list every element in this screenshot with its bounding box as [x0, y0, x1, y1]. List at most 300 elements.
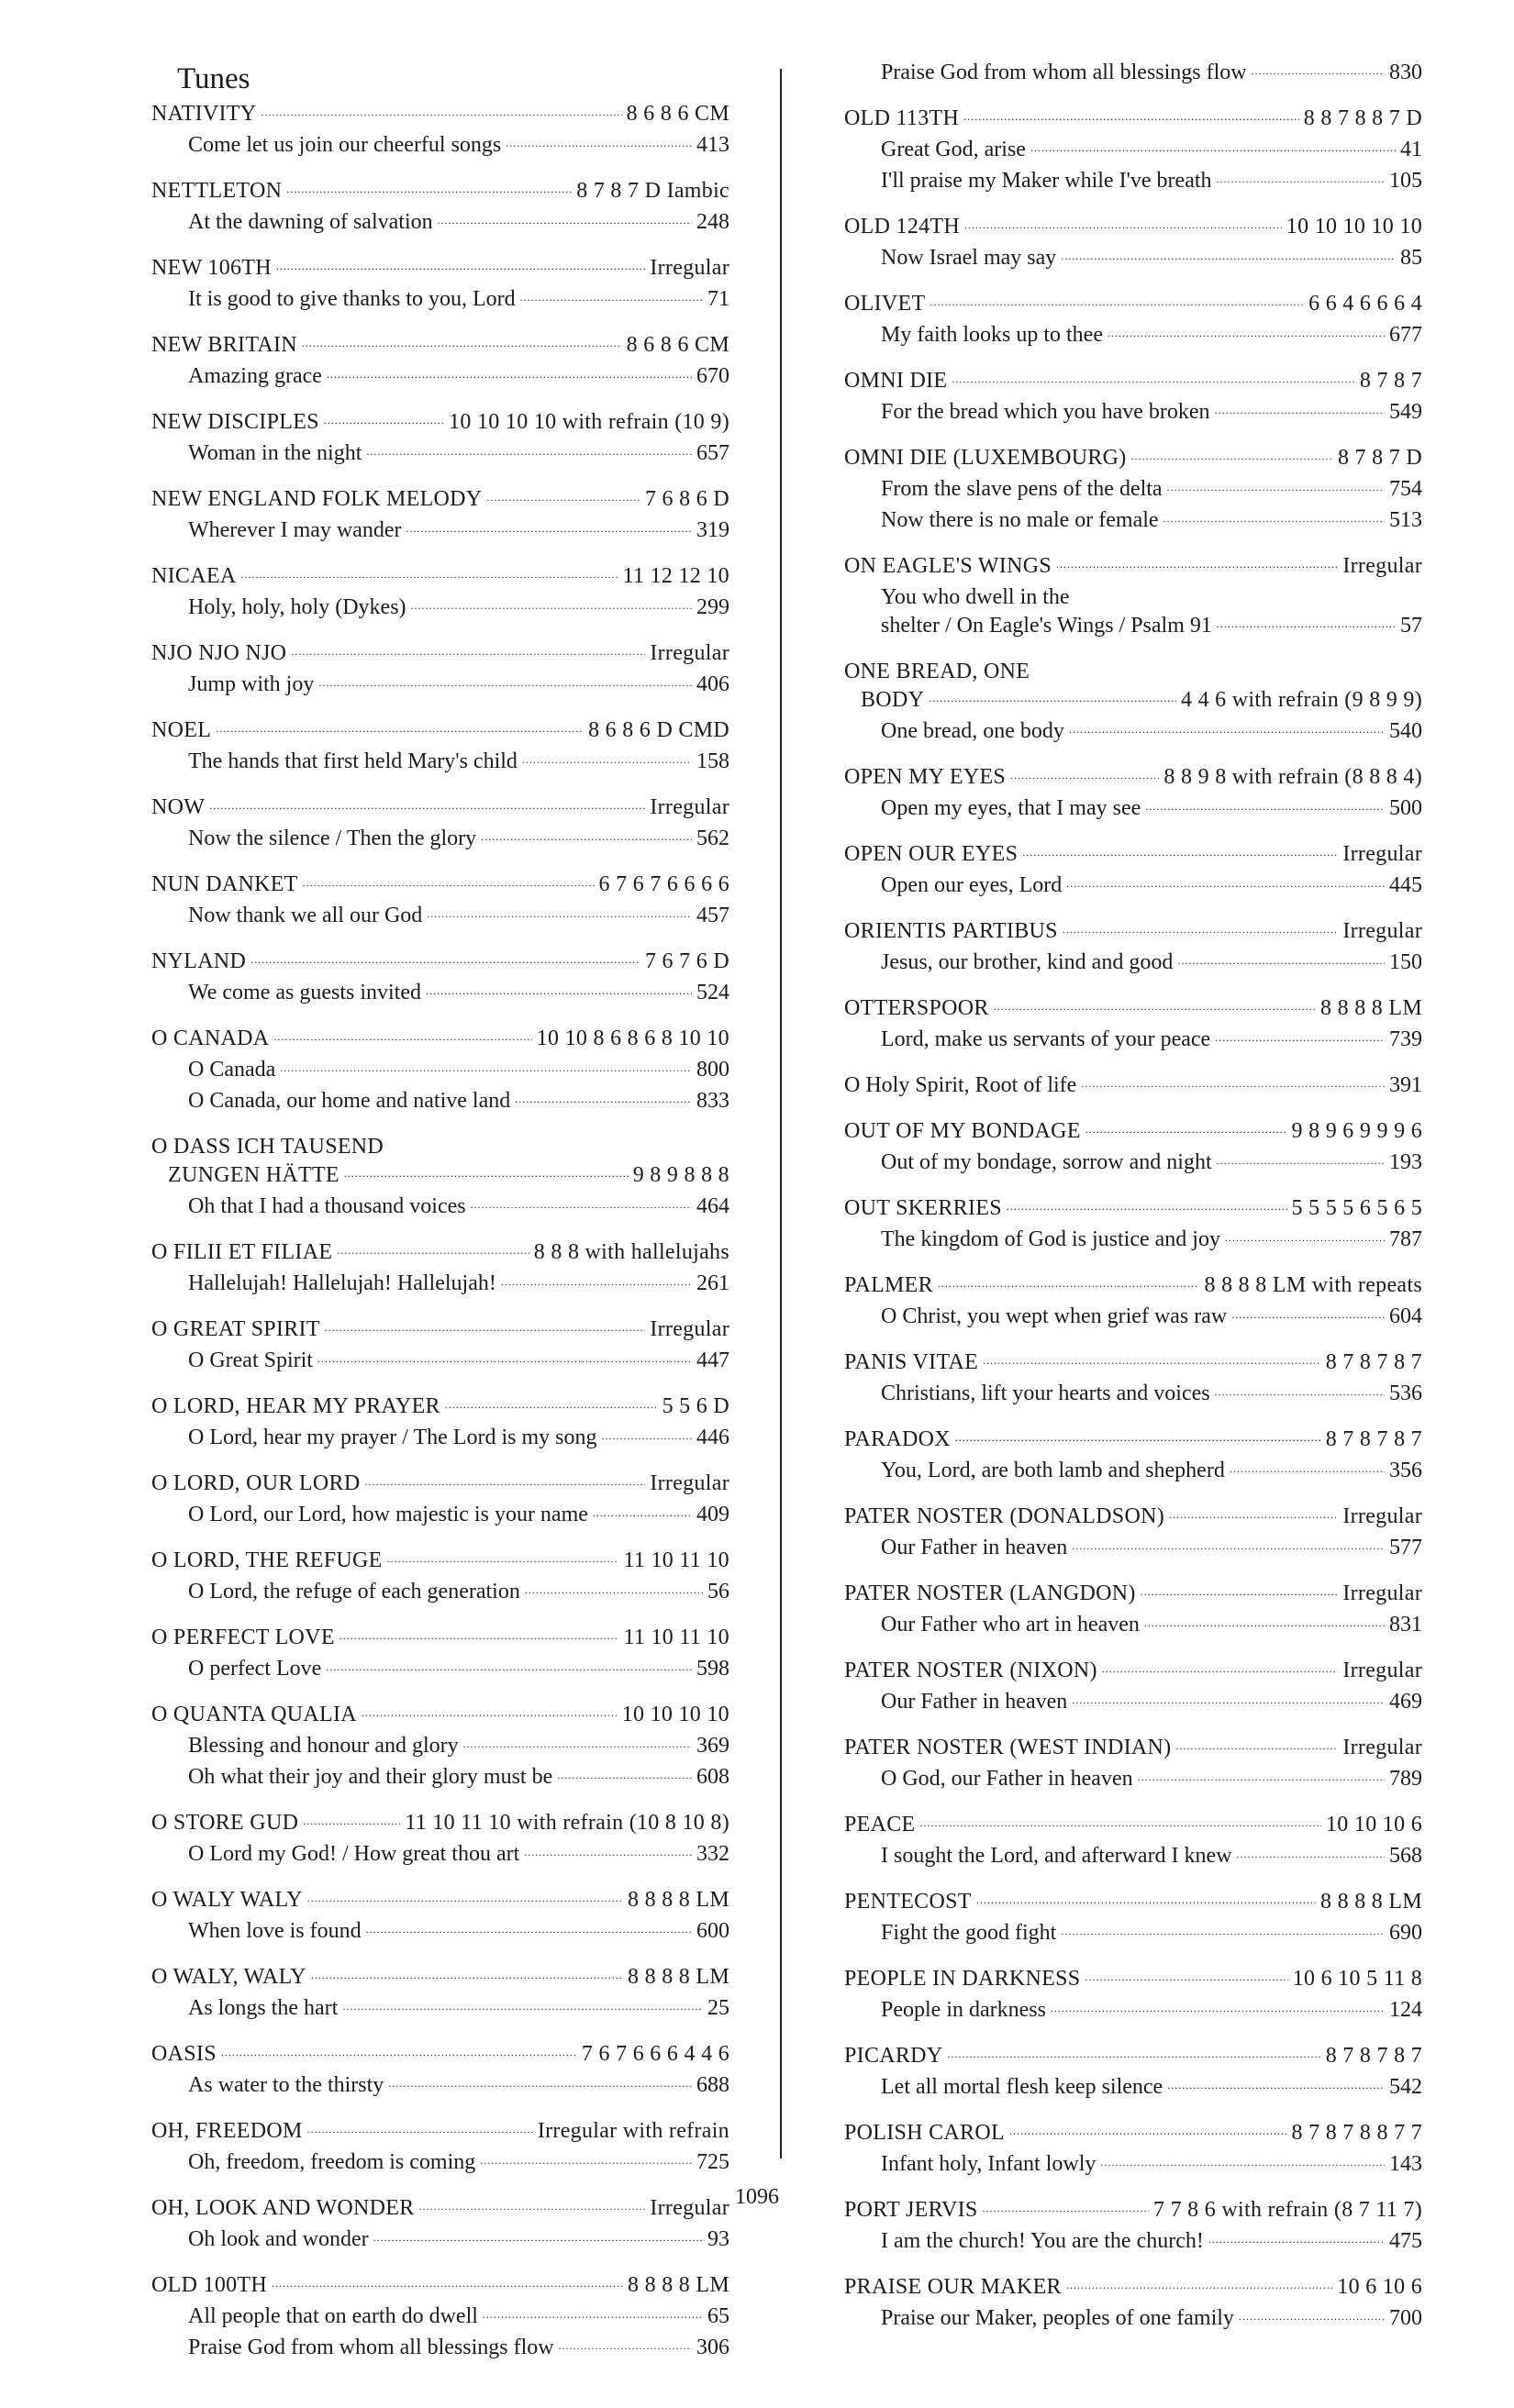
hymn-title: Woman in the night	[188, 441, 362, 465]
dot-leader	[1230, 1452, 1385, 1483]
tune-entry	[844, 367, 1422, 429]
hymn-title: Now Israel may say	[881, 246, 1057, 270]
hymn-title: Amazing grace	[188, 364, 322, 388]
hymn-title: As longs the hart	[188, 1996, 339, 2020]
meter: 7 6 7 6 D	[644, 949, 729, 973]
meter: Irregular	[1342, 842, 1422, 866]
hymn-title: shelter / On Eagle's Wings / Psalm 91	[881, 614, 1212, 638]
tune-name: OMNI DIE (LUXEMBOURG)	[844, 446, 1127, 470]
dot-leader	[1066, 867, 1385, 898]
dot-leader	[938, 1267, 1200, 1298]
meter: Irregular	[1342, 1659, 1422, 1682]
meter: Irregular	[650, 2196, 729, 2220]
hymn-number: 57	[1400, 614, 1422, 638]
hymn-number: 830	[1389, 61, 1422, 84]
meter: 8 8 8 8 LM	[1320, 1890, 1422, 1914]
hymn-line	[151, 1424, 729, 1455]
hymn-title: Let all mortal flesh keep silence	[881, 2075, 1163, 2099]
dot-leader	[1252, 54, 1385, 85]
dot-leader	[303, 866, 595, 897]
tune-name: PEOPLE IN DARKNESS	[844, 1967, 1081, 1991]
hymn-number: 447	[696, 1348, 729, 1372]
dot-leader	[427, 897, 692, 928]
meter: 10 6 10 6	[1337, 2275, 1422, 2299]
hymn-line	[151, 2334, 729, 2365]
hymn-number: 93	[707, 2227, 729, 2251]
hymn-title: You, Lord, are both lamb and shepherd	[881, 1459, 1225, 1482]
tune-entry	[844, 994, 1422, 1057]
tune-name: O LORD, HEAR MY PRAYER	[151, 1394, 440, 1418]
tune-entry	[844, 658, 1422, 749]
tune-entry	[844, 1580, 1422, 1642]
tune-entry	[844, 1734, 1422, 1796]
meter: Irregular	[650, 795, 729, 819]
dot-leader	[1007, 1190, 1287, 1221]
dot-leader	[250, 943, 640, 974]
dot-leader	[362, 1696, 618, 1727]
tune-name: NOEL	[151, 718, 212, 742]
tune-name: PENTECOST	[844, 1890, 972, 1914]
dot-leader	[1163, 502, 1385, 533]
dot-leader	[1217, 1144, 1385, 1175]
hymn-line	[844, 2150, 1422, 2181]
dot-leader	[388, 2067, 692, 2098]
hymn-line	[844, 167, 1422, 198]
tune-name: O WALY, WALY	[151, 1965, 306, 1989]
hymn-number: 248	[696, 210, 729, 234]
tune-name: ON EAGLE'S WINGS	[844, 554, 1052, 578]
hymn-line	[844, 1226, 1422, 1257]
hymn-line	[151, 439, 729, 471]
dot-leader	[273, 1020, 531, 1051]
hymn-title: O perfect Love	[188, 1657, 322, 1681]
tune-entry	[151, 331, 729, 394]
hymn-line	[844, 1380, 1422, 1411]
hymn-number: 549	[1389, 400, 1422, 424]
hymn-number: 446	[696, 1426, 729, 1449]
tune-entry	[844, 1811, 1422, 1873]
hymn-number: 513	[1389, 508, 1422, 532]
hymn-title: O Lord, the refuge of each generation	[188, 1580, 520, 1603]
dot-leader	[240, 558, 618, 589]
dot-leader	[480, 2144, 692, 2175]
tune-entry	[844, 213, 1422, 275]
dot-leader	[1131, 439, 1333, 471]
tune-entry	[151, 1470, 729, 1532]
dot-leader	[947, 2037, 1320, 2069]
dot-leader	[955, 1421, 1321, 1452]
hymn-title: People in darkness	[881, 1998, 1046, 2022]
dot-leader	[307, 2113, 533, 2144]
dot-leader	[1231, 1298, 1385, 1329]
hymn-title: Open our eyes, Lord	[881, 873, 1063, 897]
dot-leader	[1085, 1113, 1287, 1144]
tune-name: O CANADA	[151, 1026, 270, 1050]
tune-entry	[844, 917, 1422, 980]
dot-leader	[364, 1465, 645, 1496]
tune-name: NOW	[151, 795, 206, 819]
hymn-number: 319	[696, 518, 729, 542]
tune-name: ONE BREAD, ONE	[844, 660, 1030, 683]
hymn-line	[844, 1919, 1422, 1950]
hymn-line	[844, 506, 1422, 538]
meter: 6 6 4 6 6 6 4	[1308, 292, 1422, 316]
meter: 9 8 9 6 9 9 9 6	[1291, 1119, 1422, 1143]
hymn-number: 677	[1389, 323, 1422, 347]
hymn-title: Oh, freedom, freedom is coming	[188, 2150, 476, 2174]
dot-leader	[419, 2190, 646, 2221]
tune-entry	[151, 1315, 729, 1378]
hymn-number: 356	[1389, 1459, 1422, 1482]
hymn-number: 577	[1389, 1536, 1422, 1559]
tune-name: O WALY WALY	[151, 1888, 303, 1912]
dot-leader	[276, 250, 645, 281]
tune-entry	[151, 1701, 729, 1794]
dot-leader	[1010, 759, 1159, 790]
tune-name: O PERFECT LOVE	[151, 1626, 335, 1649]
hymn-number: 657	[696, 441, 729, 465]
hymn-line	[844, 949, 1422, 980]
dot-leader	[1100, 2146, 1385, 2177]
dot-leader	[1167, 471, 1385, 502]
dot-leader	[1051, 1992, 1385, 2023]
dot-leader	[1061, 239, 1396, 271]
hymn-number: 800	[696, 1058, 729, 1082]
hymn-line	[151, 979, 729, 1010]
tune-name: PEACE	[844, 1813, 916, 1837]
hymn-title: Fight the good fight	[881, 1921, 1057, 1945]
hymn-line	[151, 671, 729, 702]
tune-name: POLISH CAROL	[844, 2121, 1005, 2145]
left-column	[151, 59, 729, 2380]
dot-leader	[1108, 316, 1385, 348]
hymn-title: I sought the Lord, and afterward I knew	[881, 1844, 1232, 1868]
hymn-title: Infant holy, Infant lowly	[881, 2152, 1097, 2176]
dot-leader	[483, 2298, 703, 2329]
tune-name: O LORD, OUR LORD	[151, 1471, 361, 1495]
meter: 5 5 5 5 6 5 6 5	[1291, 1196, 1422, 1220]
dot-leader	[1102, 1652, 1339, 1683]
dot-leader	[1215, 394, 1385, 425]
dot-leader	[286, 172, 572, 204]
hymn-title: O Canada	[188, 1058, 276, 1082]
dot-leader	[1056, 548, 1338, 579]
dot-leader	[506, 127, 692, 158]
hymn-line	[844, 1149, 1422, 1180]
hymn-number: 391	[1389, 1073, 1422, 1097]
hymn-number: 56	[707, 1580, 729, 1603]
dot-leader	[406, 512, 692, 543]
hymn-number: 150	[1389, 950, 1422, 974]
tune-name: OPEN MY EYES	[844, 765, 1007, 789]
meter: 8 7 8 7	[1359, 369, 1422, 393]
meter: 8 8 8 8 LM with repeats	[1204, 1273, 1422, 1297]
hymn-title: O Holy Spirit, Root of life	[844, 1073, 1077, 1097]
hymn-title: Now there is no male or female	[881, 508, 1159, 532]
meter: 8 8 8 8 LM	[628, 1888, 729, 1912]
tune-name: OTTERSPOOR	[844, 996, 989, 1020]
meter: 8 7 8 7 8 7	[1325, 1427, 1422, 1451]
tune-name: PATER NOSTER (NIXON)	[844, 1659, 1097, 1682]
meter: 8 6 8 6 CM	[626, 102, 729, 126]
tune-entry	[151, 1963, 729, 2025]
hymn-number: 413	[696, 133, 729, 157]
tune-line	[844, 552, 1422, 583]
tune-entry	[844, 1271, 1422, 1334]
hymn-number: 568	[1389, 1844, 1422, 1868]
hymn-title: O Christ, you wept when grief was raw	[881, 1304, 1228, 1328]
tune-entry	[151, 2271, 729, 2365]
dot-leader	[1066, 2269, 1332, 2300]
dot-leader	[209, 789, 645, 820]
tune-entry	[844, 840, 1422, 903]
tune-name: NUN DANKET	[151, 872, 298, 896]
tune-name: OASIS	[151, 2042, 217, 2066]
dot-leader	[1217, 607, 1396, 638]
dot-leader	[216, 712, 584, 743]
dot-leader	[1225, 1221, 1385, 1252]
hymn-title: Oh what their joy and their glory must be	[188, 1765, 553, 1789]
tune-name: NETTLETON	[151, 179, 283, 203]
dot-leader	[1145, 790, 1385, 821]
hymn-number: 25	[707, 1996, 729, 2020]
hymn-line	[151, 1270, 729, 1301]
tune-entry	[151, 1624, 729, 1686]
hymn-line	[844, 2304, 1422, 2336]
hymn-number: 536	[1389, 1382, 1422, 1405]
hymn-title: From the slave pens of the delta	[881, 477, 1163, 501]
hymn-line	[844, 1688, 1422, 1719]
dot-leader	[976, 1883, 1316, 1914]
hymn-number: 143	[1389, 2152, 1422, 2176]
hymn-number: 831	[1389, 1613, 1422, 1637]
dot-leader	[342, 1990, 703, 2021]
tune-name: O LORD, THE REFUGE	[151, 1548, 383, 1572]
hymn-line	[844, 1996, 1422, 2027]
hymn-line	[151, 285, 729, 316]
meter: 4 4 6 with refrain (9 8 9 9)	[1180, 688, 1422, 712]
hymn-line	[844, 59, 1422, 90]
tune-entry	[844, 1117, 1422, 1180]
tune-entry	[844, 2196, 1422, 2258]
tune-entry	[844, 1194, 1422, 1257]
meter: Irregular	[650, 1471, 729, 1495]
hymn-title: All people that on earth do dwell	[188, 2304, 478, 2328]
hymn-title: Blessing and honour and glory	[188, 1734, 459, 1758]
hymn-title: We come as guests invited	[188, 981, 422, 1004]
dot-leader	[340, 1619, 619, 1650]
hymn-line	[151, 131, 729, 162]
dot-leader	[445, 1388, 658, 1419]
dot-leader	[1217, 162, 1385, 194]
hymn-title: Oh look and wonder	[188, 2227, 369, 2251]
tune-entry	[151, 254, 729, 316]
meter: 8 6 8 6 D CMD	[588, 718, 729, 742]
hymn-line	[151, 2148, 729, 2180]
hymn-line	[844, 1842, 1422, 1873]
tune-entry	[844, 105, 1422, 198]
tune-name: OLD 124TH	[844, 215, 961, 239]
meter: 10 10 10 10 10	[1286, 215, 1422, 239]
tune-entry	[844, 2273, 1422, 2336]
hymn-line	[151, 594, 729, 625]
hymn-title: Out of my bondage, sorrow and night	[881, 1150, 1212, 1174]
hymn-title: O Lord my God! / How great thou art	[188, 1842, 520, 1866]
hymn-line	[151, 208, 729, 239]
meter: 8 7 8 7 8 8 7 7	[1291, 2121, 1422, 2145]
meter: 8 8 9 8 with refrain (8 8 8 4)	[1163, 765, 1422, 789]
dot-leader	[994, 990, 1316, 1021]
tune-name: OLD 100TH	[151, 2273, 268, 2297]
meter: 7 7 8 6 with refrain (8 7 11 7)	[1152, 2198, 1422, 2222]
hymn-title: Open my eyes, that I may see	[881, 796, 1141, 820]
tune-entry	[844, 1426, 1422, 1488]
dot-leader	[366, 1913, 692, 1944]
tune-entry	[844, 1071, 1422, 1103]
hymn-title: When love is found	[188, 1919, 362, 1943]
dot-leader	[1215, 1021, 1385, 1052]
tune-name: O GREAT SPIRIT	[151, 1317, 320, 1341]
hymn-number: 332	[696, 1842, 729, 1866]
section-title: Tunes	[177, 62, 250, 95]
tune-entry	[151, 1133, 729, 1224]
meter: Irregular	[1342, 1504, 1422, 1528]
dot-leader	[318, 666, 692, 697]
dot-leader	[952, 362, 1355, 394]
hymn-title: For the bread which you have broken	[881, 400, 1210, 424]
dot-leader	[221, 2036, 577, 2067]
meter: Irregular	[650, 256, 729, 280]
tune-entry	[151, 1238, 729, 1301]
meter: 8 8 8 8 LM	[628, 1965, 729, 1989]
tune-name: OLD 113TH	[844, 106, 960, 130]
dot-leader	[291, 635, 645, 666]
dot-leader	[1208, 2223, 1385, 2254]
hymn-title: My faith looks up to thee	[881, 323, 1103, 347]
hymn-title: O Lord, our Lord, how majestic is your name	[188, 1503, 588, 1526]
tune-name: PARADOX	[844, 1427, 951, 1451]
hymn-title: Holy, holy, holy (Dykes)	[188, 595, 406, 619]
tune-entry	[151, 1809, 729, 1871]
tune-name: NEW ENGLAND FOLK MELODY	[151, 487, 483, 511]
dot-leader	[522, 743, 692, 774]
hymn-line	[844, 1611, 1422, 1642]
hymn-line	[844, 871, 1422, 903]
meter: 8 8 7 8 8 7 D	[1303, 106, 1422, 130]
dot-leader	[337, 1234, 529, 1265]
hymn-line	[844, 717, 1422, 749]
meter: 11 12 12 10	[622, 564, 729, 588]
tune-name: PATER NOSTER (WEST INDIAN)	[844, 1736, 1172, 1759]
dot-leader	[326, 1650, 692, 1681]
meter: 8 7 8 7 8 7	[1325, 2044, 1422, 2068]
tune-name: PANIS VITAE	[844, 1350, 979, 1374]
hymn-line	[151, 825, 729, 856]
tune-name: OH, LOOK AND WONDER	[151, 2196, 415, 2220]
dot-leader	[1177, 944, 1385, 975]
dot-leader	[524, 1836, 692, 1867]
dot-leader	[325, 1311, 646, 1342]
right-column	[844, 59, 1422, 2350]
tune-entry	[844, 1503, 1422, 1565]
dot-leader	[471, 1188, 692, 1219]
hymn-line	[151, 1840, 729, 1871]
tune-entry	[844, 552, 1422, 643]
hymn-line	[151, 748, 729, 779]
hymn-number: 600	[696, 1919, 729, 1943]
tune-entry	[844, 2119, 1422, 2181]
dot-leader	[261, 95, 621, 127]
hymn-number: 464	[696, 1194, 729, 1218]
tune-entry	[844, 444, 1422, 538]
hymn-line	[151, 516, 729, 548]
meter: 10 10 8 6 8 6 8 10 10	[536, 1026, 729, 1050]
hymn-title: Now the silence / Then the glory	[188, 827, 477, 850]
hymn-number: 524	[696, 981, 729, 1004]
hymn-number: 41	[1400, 138, 1422, 161]
tune-entry	[151, 2194, 729, 2257]
meter: 10 6 10 5 11 8	[1292, 1967, 1422, 1991]
meter: 10 10 10 6	[1326, 1813, 1422, 1837]
tune-entry	[151, 948, 729, 1010]
hymn-number: 725	[696, 2150, 729, 2174]
tune-name: PRAISE OUR MAKER	[844, 2275, 1062, 2299]
dot-leader	[303, 1804, 400, 1836]
dot-leader	[438, 204, 692, 235]
hymn-number: 700	[1389, 2306, 1422, 2330]
dot-leader	[463, 1727, 692, 1759]
hymn-number: 598	[696, 1657, 729, 1681]
hymn-title: Wherever I may wander	[188, 518, 402, 542]
page-number: 1096	[735, 2185, 779, 2209]
tune-entry	[151, 1547, 729, 1609]
dot-leader	[481, 820, 692, 851]
dot-leader	[311, 1959, 623, 1990]
dot-leader	[1069, 713, 1385, 744]
hymn-title: One bread, one body	[881, 719, 1064, 743]
hymn-line	[151, 902, 729, 933]
dot-leader	[324, 404, 444, 435]
hymn-number: 542	[1389, 2075, 1422, 2099]
meter: 8 8 8 8 LM	[628, 2273, 729, 2297]
hymn-number: 540	[1389, 719, 1422, 743]
dot-leader	[1175, 1729, 1338, 1760]
dot-leader	[307, 1881, 623, 1913]
dot-leader	[1085, 1960, 1287, 1992]
dot-leader	[963, 100, 1299, 131]
continuation-entry	[844, 59, 1422, 90]
hymn-number: 406	[696, 672, 729, 696]
hymn-title: Jump with joy	[188, 672, 315, 696]
hymn-line	[844, 2227, 1422, 2258]
hymn-title: At the dawning of salvation	[188, 210, 433, 234]
tune-name: O FILII ET FILIAE	[151, 1240, 333, 1264]
hymn-line	[844, 612, 1422, 643]
hymn-title: You who dwell in the	[881, 585, 1070, 609]
hymn-number: 299	[696, 595, 729, 619]
hymn-line	[151, 1994, 729, 2025]
dot-leader	[1169, 1498, 1338, 1529]
hymn-title: Praise our Maker, peoples of one family	[881, 2306, 1234, 2330]
hymn-title: Jesus, our brother, kind and good	[881, 950, 1174, 974]
dot-leader	[411, 589, 692, 620]
hymn-title: Lord, make us servants of your peace	[881, 1027, 1211, 1051]
tune-name: PICARDY	[844, 2044, 943, 2068]
tune-name: O QUANTA QUALIA	[151, 1703, 357, 1726]
hymn-line	[151, 1087, 729, 1118]
dot-leader	[1215, 1375, 1385, 1406]
hymn-number: 670	[696, 364, 729, 388]
